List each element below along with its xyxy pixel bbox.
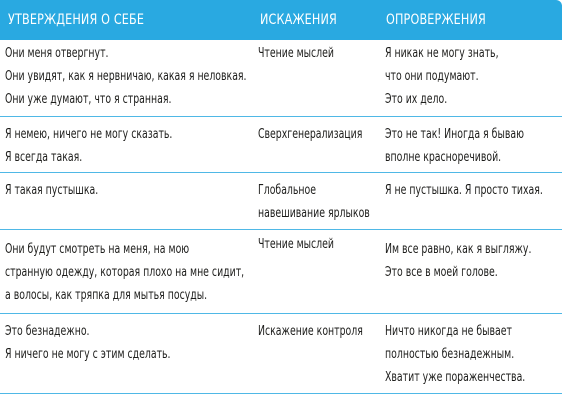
table-row xyxy=(0,40,562,117)
refutation-cell xyxy=(385,42,499,111)
statement-cell xyxy=(5,123,172,169)
distortion-cell xyxy=(258,320,363,343)
refutation-line: Это не так! Иногда я бываю xyxy=(385,127,524,142)
refutation-cell xyxy=(385,179,543,202)
header-statements: УТВЕРЖДЕНИЯ О СЕБЕ xyxy=(8,12,145,28)
refutation-line: Хватит уже пораженчества. xyxy=(385,370,526,385)
distortion-line: Глобальное xyxy=(258,183,317,198)
table-row xyxy=(0,117,562,173)
statement-line: Это безнадежно. xyxy=(5,324,90,339)
table-row xyxy=(0,230,562,314)
refutation-cell xyxy=(385,320,525,389)
refutation-line: Это их дело. xyxy=(385,92,448,107)
statement-line: Они меня отвергнут. xyxy=(5,46,109,61)
distortion-cell xyxy=(258,42,334,65)
distortion-line: Искажение контроля xyxy=(258,324,363,339)
refutation-line: Ничто никогда не бывает xyxy=(385,324,512,339)
refutation-line: Я не пустышка. Я просто тихая. xyxy=(385,183,543,198)
header-distortions: ИСКАЖЕНИЯ xyxy=(260,12,337,28)
statement-cell xyxy=(5,179,98,202)
refutation-line: Я никак не могу знать, xyxy=(385,46,499,61)
header-refutations: ОПРОВЕРЖЕНИЯ xyxy=(386,12,486,28)
table-header xyxy=(0,0,562,40)
refutation-line: Это все в моей голове. xyxy=(385,265,498,280)
distortion-line: навешивание ярлыков xyxy=(258,206,370,221)
table-row xyxy=(0,173,562,230)
statement-line: Я всегда такая. xyxy=(5,150,83,165)
refutation-cell xyxy=(385,238,531,284)
statement-cell xyxy=(5,42,247,111)
statement-line: а волосы, как тряпка для мытья посуды. xyxy=(5,288,208,303)
statement-cell xyxy=(5,320,171,366)
statement-cell xyxy=(5,238,244,307)
distortion-cell xyxy=(258,233,334,256)
refutation-line: что они подумают. xyxy=(385,69,479,84)
refutation-line: полностью безнадежным. xyxy=(385,347,515,362)
distortion-line: Чтение мыслей xyxy=(258,46,334,61)
distortion-line: Сверхгенерализация xyxy=(258,127,363,142)
statement-line: Они будут смотреть на меня, на мою xyxy=(5,242,190,257)
refutation-line: вполне красноречивой. xyxy=(385,150,502,165)
statement-line: Они уже думают, что я странная. xyxy=(5,92,172,107)
statement-line: Я немею, ничего не могу сказать. xyxy=(5,127,173,142)
statement-line: Я такая пустышка. xyxy=(5,183,99,198)
table-row xyxy=(0,314,562,394)
refutation-line: Им все равно, как я выгляжу. xyxy=(385,242,532,257)
statement-line: Они увидят, как я нервничаю, какая я неловкая. xyxy=(5,69,247,84)
distortion-cell xyxy=(258,123,362,146)
refutation-cell xyxy=(385,123,524,169)
distortion-cell xyxy=(258,179,370,225)
statement-line: Я ничего не могу с этим сделать. xyxy=(5,347,171,362)
statement-line: странную одежду, которая плохо на мне сидит, xyxy=(5,265,245,280)
distortion-line: Чтение мыслей xyxy=(258,237,334,252)
